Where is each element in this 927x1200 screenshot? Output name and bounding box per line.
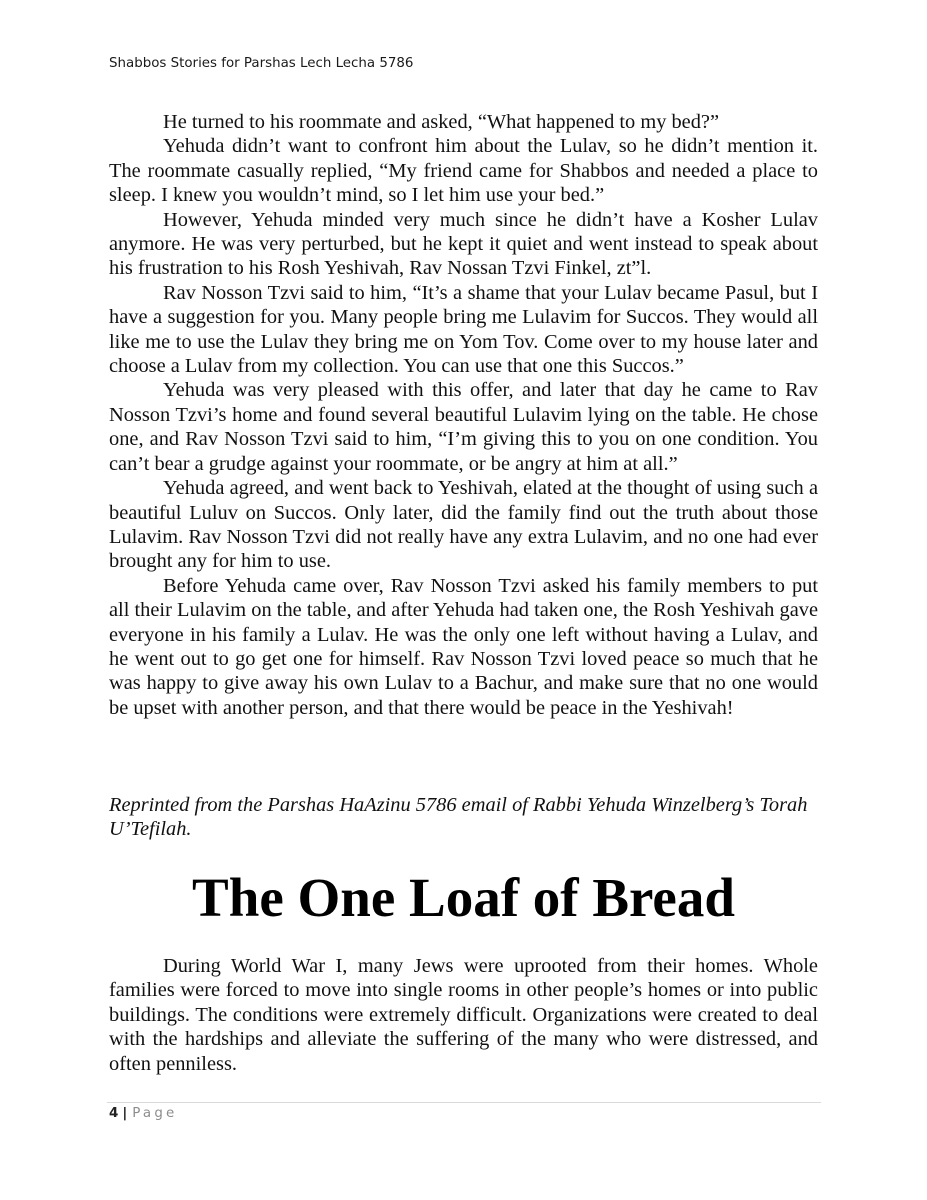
paragraph: Yehuda was very pleased with this offer, and later that day he came to Rav Nosson Tzvi’s home and found several beautiful Lulavim lying on the table. He chose one, and Rav Nosson Tzvi said to him, “I’m giving this to you on one condition. You can’t bear a grudge against your roommate, or be angry at him at all.” xyxy=(109,379,818,475)
paragraph: Rav Nosson Tzvi said to him, “It’s a shame that your Lulav became Pasul, but I have a suggestion for you. Many people bring me Lulavim for Succos. They would all like me to use the Lulav they bring me on Yom Tov. Come over to my house later and choose a Lulav from my collection. You can use that one this Succos.” xyxy=(109,281,818,378)
paragraph: Yehuda didn’t want to confront him about the Lulav, so he didn’t mention it. The roommate casually replied, “My friend came for Shabbos and needed a place to sleep. I knew you wouldn’t mind, so I let him use your bed.” xyxy=(109,135,818,207)
page-label: Page xyxy=(132,1106,178,1121)
paragraph: Before Yehuda came over, Rav Nosson Tzvi asked his family members to put all their Lulavim on the table, and after Yehuda had taken one, the Rosh Yeshivah gave everyone in his family a Lulav. He was the only one left without having a Lulav, and he went out to go get one for himself. Rav Nosson Tzvi loved peace so much that he was happy to give away his own Lulav to a Bachur, and make sure that no one would be upset with another person, and that there would be peace in the Yeshivah! xyxy=(109,574,818,719)
page-number: 4 xyxy=(109,1106,119,1121)
paragraph: Yehuda agreed, and went back to Yeshivah, elated at the thought of using such a beautiful Luluv on Succos. Only later, did the family find out the truth about those Lulavim. Rav Nosson Tzvi did not really have any extra Lulavim, and no one had ever brought any for him to use. xyxy=(109,477,818,573)
footer-separator: | xyxy=(122,1106,128,1121)
story-body xyxy=(109,110,818,720)
story-title: The One Loaf of Bread xyxy=(192,867,735,928)
story-body xyxy=(109,954,818,1076)
reprint-credit: Reprinted from the Parshas HaAzinu 5786 email of Rabbi Yehuda Winzelberg’s Torah U’Tefilah. xyxy=(109,794,808,841)
footer-divider xyxy=(107,1102,821,1103)
running-header: Shabbos Stories for Parshas Lech Lecha 5786 xyxy=(109,56,414,71)
paragraph: However, Yehuda minded very much since he didn’t have a Kosher Lulav anymore. He was very perturbed, but he kept it quiet and went instead to speak about his frustration to his Rosh Yeshivah, Rav Nossan Tzvi Finkel, zt”l. xyxy=(109,208,818,280)
paragraph: During World War I, many Jews were uprooted from their homes. Whole families were forced to move into single rooms in other people’s homes or into public buildings. The conditions were extremely difficult. Organizations were created to deal with the hardships and alleviate the suffering of the many who were distressed, and often penniless. xyxy=(109,955,818,1075)
page-footer xyxy=(109,1106,177,1121)
paragraph: He turned to his roommate and asked, “What happened to my bed?” xyxy=(163,111,720,133)
